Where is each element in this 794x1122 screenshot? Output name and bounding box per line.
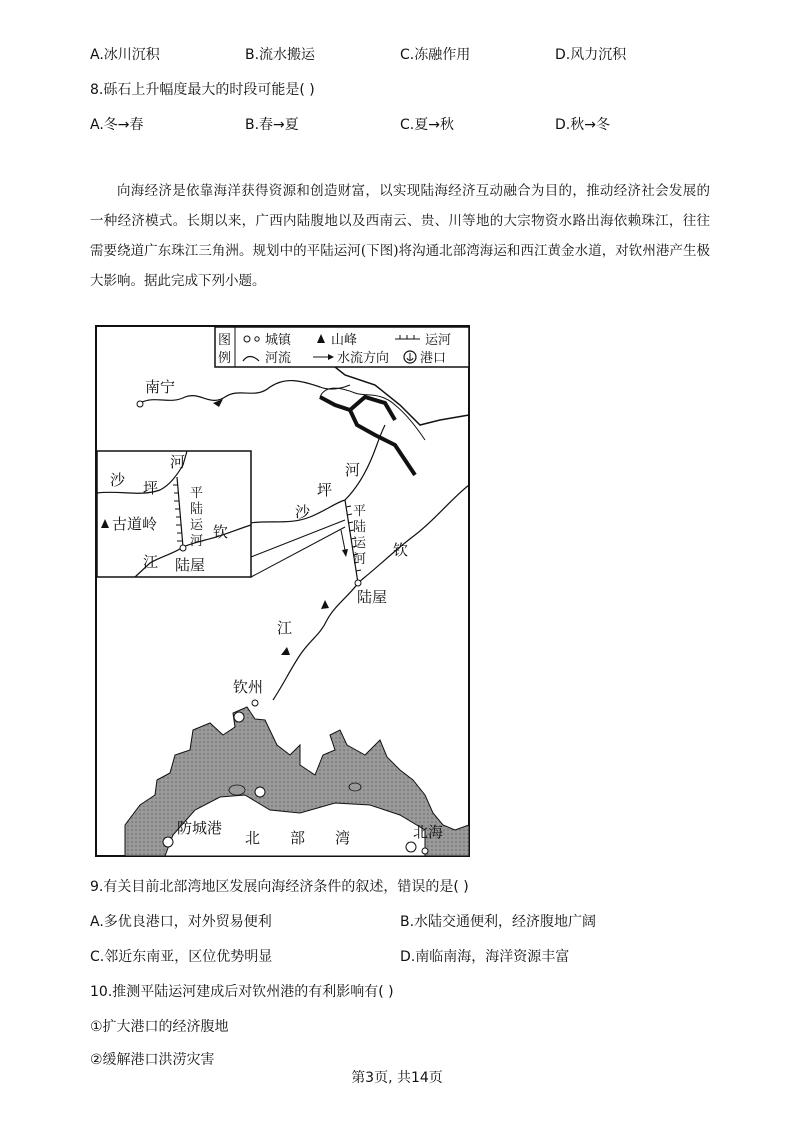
q7-option-a[interactable]: A.冰川沉积: [90, 47, 160, 63]
label-beibu-2: 部: [290, 829, 306, 847]
pinglu-canal-map: [95, 325, 470, 857]
label-jiang: 江: [277, 619, 293, 637]
label-qin: 钦: [393, 541, 409, 559]
luwu-town-icon: [355, 580, 361, 586]
legend-canal: 运河: [425, 333, 452, 348]
beihai-town-icon: [422, 848, 428, 854]
label-he: 河: [345, 461, 361, 479]
inset-label-qin: 钦: [213, 523, 229, 541]
q9-option-b[interactable]: B.水陆交通便利，经济腹地广阔: [400, 914, 597, 930]
label-luwu: 陆屋: [357, 588, 388, 606]
beihai-port-icon: [406, 842, 416, 852]
q8-options: [90, 114, 710, 136]
q10-item-2: ②缓解港口洪涝灾害: [90, 1052, 215, 1068]
q10-item-1: ①扩大港口的经济腹地: [90, 1019, 229, 1035]
island: [349, 783, 361, 791]
q9-stem: 9.有关目前北部湾地区发展向海经济条件的叙述，错误的是( ): [90, 879, 469, 895]
inset-label-jiang: 江: [143, 553, 159, 571]
q9-option-a[interactable]: A.多优良港口，对外贸易便利: [90, 914, 272, 930]
inset-label-canal-2: 陆: [190, 502, 204, 517]
legend-peak: 山峰: [331, 333, 358, 348]
qinzhou-port-icon: [234, 712, 244, 722]
legend-flow: 水流方向: [337, 351, 390, 366]
label-ping: 坪: [317, 481, 333, 499]
legend-title-top: 图: [218, 333, 232, 348]
label-beibu-3: 湾: [335, 829, 351, 847]
label-canal-3: 运: [353, 536, 367, 551]
town-symbol-icon: [244, 336, 250, 342]
q7-option-d[interactable]: D.风力沉积: [555, 47, 627, 63]
legend-port: 港口: [420, 351, 447, 366]
inset-label-sha: 沙: [110, 471, 126, 489]
inset-label-he: 河: [170, 453, 186, 471]
map-figure: [95, 325, 470, 857]
q7-option-b[interactable]: B.流水搬运: [245, 47, 316, 63]
inset-label-ping: 坪: [143, 479, 159, 497]
q9-option-d[interactable]: D.南临南海，海洋资源丰富: [400, 949, 570, 965]
label-fangchenggang: 防城港: [177, 819, 223, 837]
q9-options-row1: [90, 911, 710, 933]
q8-option-c[interactable]: C.夏→秋: [400, 117, 454, 133]
island: [229, 785, 245, 795]
inset-label-canal-3: 运: [190, 518, 204, 533]
legend-title-bottom: 例: [218, 351, 232, 366]
q10-stem: 10.推测平陆运河建成后对钦州港的有利影响有( ): [90, 984, 394, 1000]
q9-options-row2: [90, 946, 710, 968]
q7-options: [90, 44, 710, 66]
inset-label-gudaoling: 古道岭: [112, 515, 158, 533]
label-sha: 沙: [295, 503, 311, 521]
label-nanning: 南宁: [145, 378, 176, 396]
label-beibu-1: 北: [245, 829, 261, 847]
label-beihai: 北海: [413, 823, 444, 841]
fangchenggang-port-icon: [163, 837, 173, 847]
legend-town: 城镇: [265, 333, 292, 348]
qinzhou-town-icon: [252, 700, 258, 706]
q8-option-b[interactable]: B.春→夏: [245, 117, 299, 133]
label-canal-2: 陆: [353, 520, 367, 535]
label-canal-1: 平: [353, 504, 367, 519]
label-qinzhou: 钦州: [233, 678, 264, 696]
q8-option-a[interactable]: A.冬→春: [90, 117, 144, 133]
label-canal-4: 河: [353, 552, 367, 567]
q7-option-c[interactable]: C.冻融作用: [400, 47, 471, 63]
port-icon: [255, 787, 265, 797]
legend-river: 河流: [265, 351, 292, 366]
q8-stem: 8.砾石上升幅度最大的时段可能是( ): [90, 82, 315, 98]
q9-option-c[interactable]: C.邻近东南亚，区位优势明显: [90, 949, 273, 965]
inset-label-canal-4: 河: [190, 534, 204, 549]
nanning-town-icon: [137, 401, 143, 407]
inset-label-canal-1: 平: [190, 486, 204, 501]
inset-luwu-town: [180, 545, 186, 551]
page-number: 第3页, 共14页: [351, 1070, 443, 1086]
q8-option-d[interactable]: D.秋→冬: [555, 117, 610, 133]
inset-label-luwu: 陆屋: [175, 556, 206, 574]
reading-passage: 向海经济是依靠海洋获得资源和创造财富，以实现陆海经济互动融合为目的，推动经济社会发展的一种经济模式。长期以来，广西内陆腹地以及西南云、贵、川等地的大宗物资水路出海依赖珠江，往往需要绕道广东珠江三角洲。规划中的平陆运河(下图)将沟通北部湾海运和西江黄金水道，对钦州港产生极大影响。据此完成下列小题。: [90, 183, 710, 289]
town-symbol-small-icon: [255, 337, 259, 341]
